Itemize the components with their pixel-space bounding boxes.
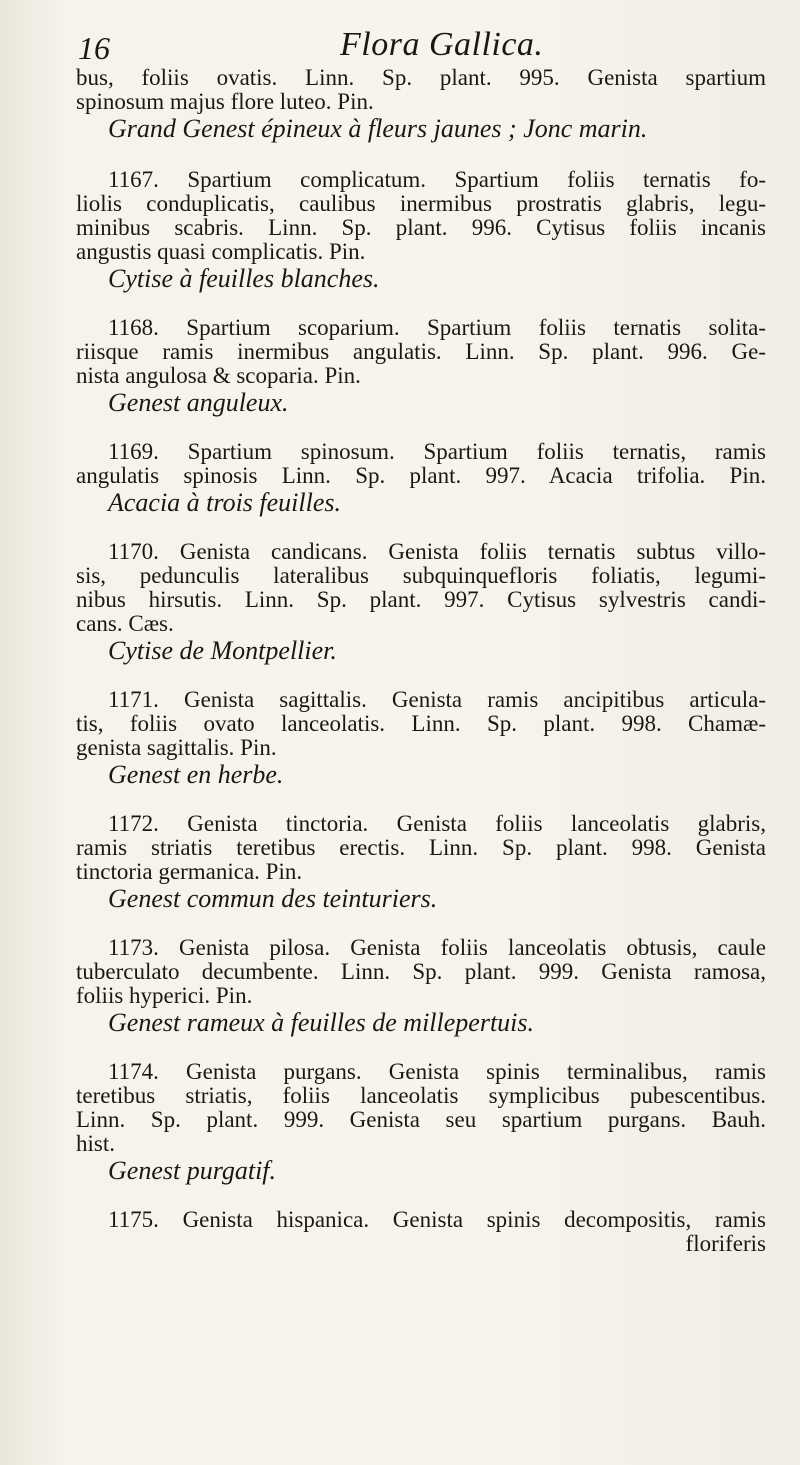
- entry-1172: [76, 812, 766, 914]
- french-name: Genest rameux à feuilles de millepertuis.: [108, 1008, 535, 1037]
- text-line: foliis hyperici. Pin.: [76, 983, 253, 1008]
- text-line: nista angulosa & scoparia. Pin.: [76, 363, 361, 388]
- running-title: Flora Gallica.: [340, 26, 544, 63]
- french-name: Cytise à feuilles blanches.: [108, 264, 380, 293]
- text-line: sis, pedunculis lateralibus subquinquefloris foliatis, legumi-: [76, 563, 766, 588]
- text-line: spinosum majus flore luteo. Pin.: [76, 89, 374, 114]
- entry-heading-line: 1175. Genista hispanica. Genista spinis decompositis, ramis: [108, 1207, 766, 1232]
- entry-heading-line: 1167. Spartium complicatum. Spartium foliis ternatis fo-: [108, 167, 766, 192]
- text-line: tinctoria germanica. Pin.: [76, 859, 303, 884]
- entry-heading-line: 1174. Genista purgans. Genista spinis terminalibus, ramis: [108, 1059, 766, 1084]
- french-name: Genest purgatif.: [108, 1156, 277, 1185]
- text-line: genista sagittalis. Pin.: [76, 735, 277, 760]
- text-line: riisque ramis inermibus angulatis. Linn. Sp. plant. 996. Ge-: [76, 339, 766, 364]
- text-line: ramis striatis teretibus erectis. Linn. Sp. plant. 998. Genista: [76, 835, 766, 860]
- entry-1167: [76, 168, 766, 294]
- french-name: Acacia à trois feuilles.: [108, 488, 341, 517]
- text-line: liolis conduplicatis, caulibus inermibus prostratis glabris, legu-: [76, 191, 766, 216]
- text-line: cans. Cæs.: [76, 611, 174, 636]
- french-name: Cytise de Montpellier.: [108, 636, 337, 665]
- text-line: teretibus striatis, foliis lanceolatis symplicibus pubescentibus.: [76, 1083, 766, 1108]
- text-line: bus, foliis ovatis. Linn. Sp. plant. 995. Genista spartium: [76, 65, 766, 90]
- entry-1169: [76, 440, 766, 518]
- text-line: nibus hirsutis. Linn. Sp. plant. 997. Cytisus sylvestris candi-: [76, 587, 766, 612]
- french-name: Genest commun des teinturiers.: [108, 884, 438, 913]
- text-line: angulatis spinosis Linn. Sp. plant. 997. Acacia trifolia. Pin.: [76, 463, 766, 488]
- french-name: Genest anguleux.: [108, 388, 289, 417]
- entry-heading-line: 1168. Spartium scoparium. Spartium foliis ternatis solita-: [108, 315, 766, 340]
- text-line: minibus scabris. Linn. Sp. plant. 996. Cytisus foliis incanis: [76, 215, 766, 240]
- entry-heading-line: 1173. Genista pilosa. Genista foliis lanceolatis obtusis, caule: [108, 935, 766, 960]
- entry-1171: [76, 688, 766, 790]
- entry-heading-line: 1169. Spartium spinosum. Spartium foliis ternatis, ramis: [108, 439, 766, 464]
- entry-1173: [76, 936, 766, 1038]
- text-line: tuberculato decumbente. Linn. Sp. plant. 999. Genista ramosa,: [76, 959, 766, 984]
- entry-heading-line: 1171. Genista sagittalis. Genista ramis ancipitibus articula-: [108, 687, 766, 712]
- body-text: [76, 66, 766, 1278]
- text-line: angustis quasi complicatis. Pin.: [76, 239, 366, 264]
- entry-1175: [76, 1208, 766, 1256]
- text-line: Linn. Sp. plant. 999. Genista seu spartium purgans. Bauh.: [76, 1107, 766, 1132]
- entry-1168: [76, 316, 766, 418]
- french-name: Grand Genest épineux à fleurs jaunes ; Jonc marin.: [108, 114, 648, 143]
- entry-1174: [76, 1060, 766, 1186]
- entry-heading-line: 1170. Genista candicans. Genista foliis ternatis subtus villo-: [108, 539, 766, 564]
- page-number: 16: [78, 30, 110, 66]
- continuation-entry: [76, 66, 766, 144]
- entry-heading-line: 1172. Genista tinctoria. Genista foliis lanceolatis glabris,: [108, 811, 766, 836]
- text-line: hist.: [76, 1131, 115, 1156]
- page-header: [78, 26, 778, 66]
- text-line: tis, foliis ovato lanceolatis. Linn. Sp. plant. 998. Chamæ-: [76, 711, 766, 736]
- catchword: floriferis: [685, 1231, 766, 1256]
- entry-1170: [76, 540, 766, 666]
- french-name: Genest en herbe.: [108, 760, 284, 789]
